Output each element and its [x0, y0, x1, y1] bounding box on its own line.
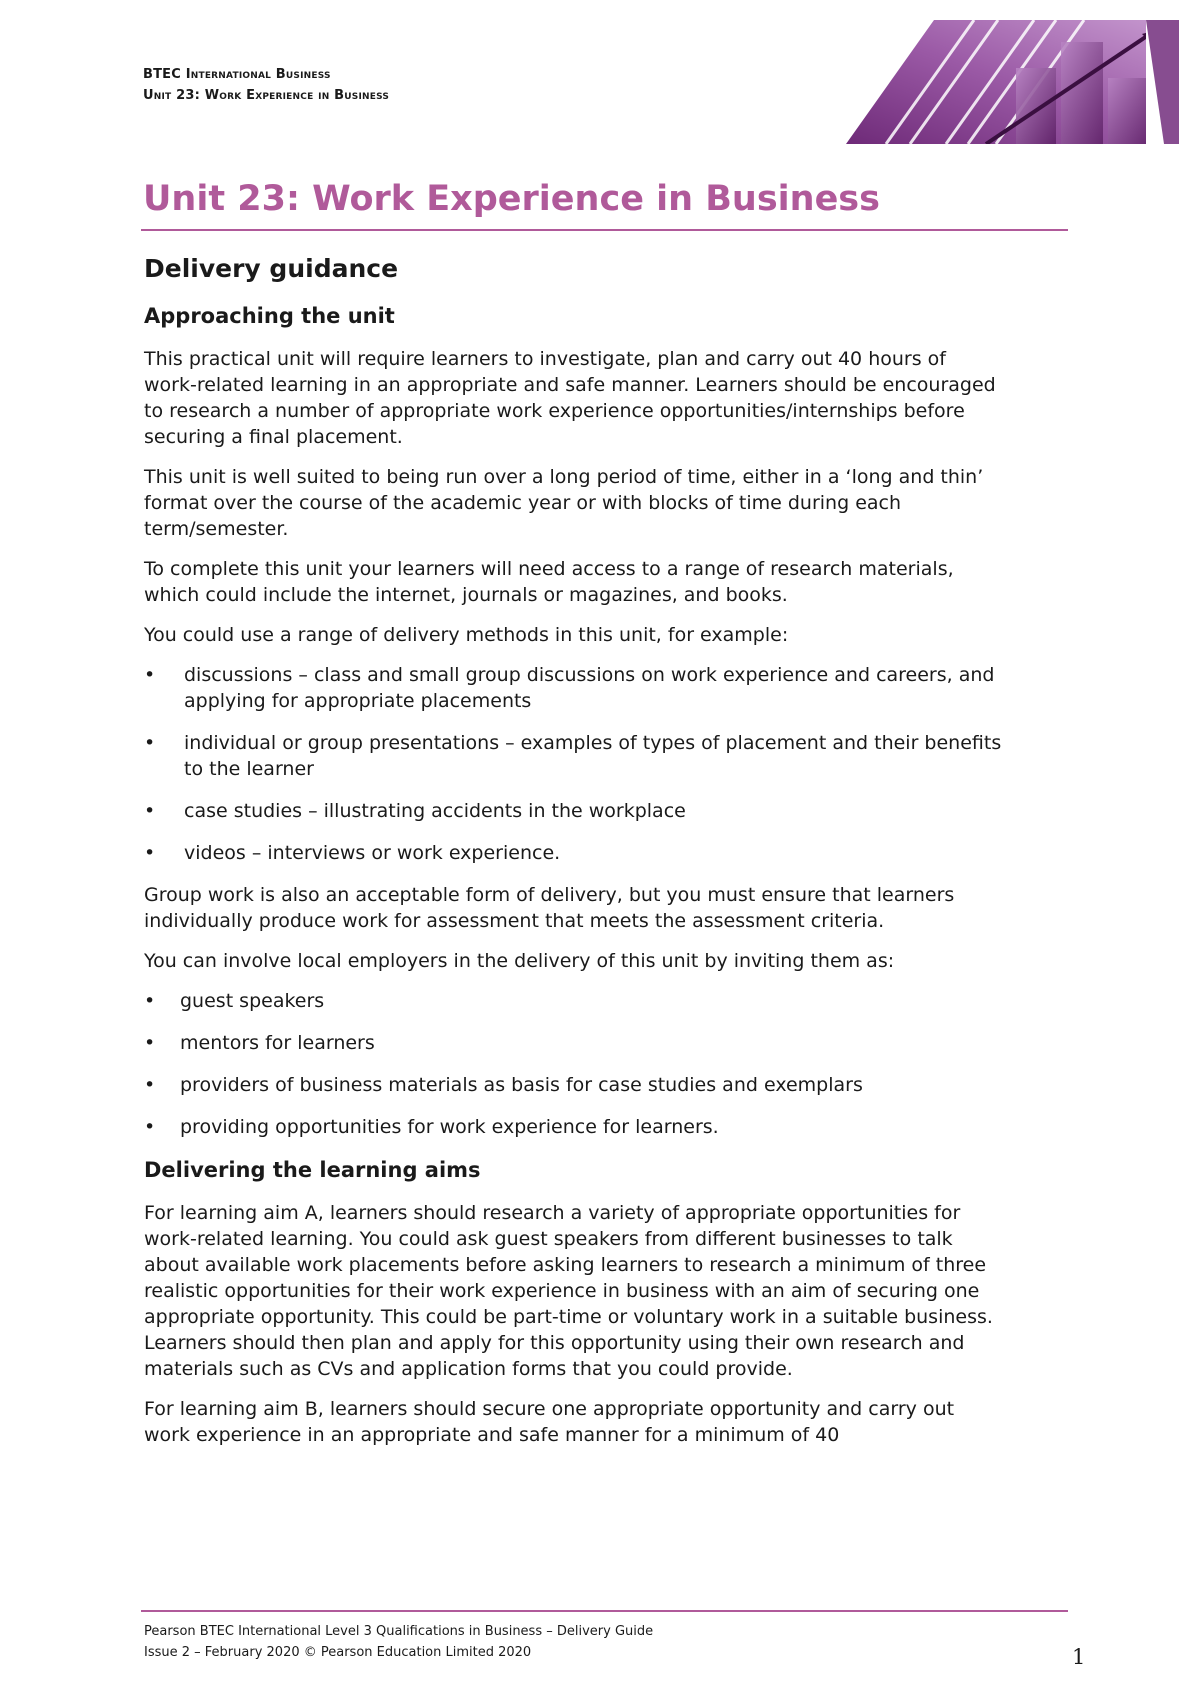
list-item	[144, 840, 1004, 866]
bullet-icon: •	[144, 1116, 156, 1138]
paragraph: This practical unit will require learners to investigate, plan and carry out 40 hours of work-related learning in an appropriate and safe manner. Learners should be encouraged to research a number of appropriate work experience opportunities/internships before securing a final placement.	[144, 348, 996, 448]
list-item-text: videos – interviews or work experience.	[184, 842, 561, 864]
paragraph: You can involve local employers in the delivery of this unit by inviting them as:	[144, 950, 895, 972]
bullet-icon: •	[144, 842, 156, 864]
list-item	[144, 1072, 1004, 1098]
bullet-icon: •	[144, 732, 156, 754]
list-item-text: providing opportunities for work experience for learners.	[180, 1116, 719, 1138]
list-item-text: case studies – illustrating accidents in the workplace	[184, 800, 686, 822]
approaching-unit-heading: Approaching the unit	[144, 304, 395, 328]
bullet-icon: •	[144, 664, 156, 686]
employers-list	[144, 988, 1004, 1140]
paragraph: For learning aim B, learners should secure one appropriate opportunity and carry out work experience in an appropriate and safe manner for a minimum of 40	[144, 1398, 955, 1446]
main-content	[144, 252, 1004, 1462]
header-qualification: BTEC International Business	[143, 67, 331, 82]
page-title: Unit 23: Work Experience in Business	[143, 179, 880, 219]
title-rule	[141, 229, 1068, 231]
list-item	[144, 798, 1004, 824]
paragraph: This unit is well suited to being run over a long period of time, either in a ‘long and thin’ format over the course of the academic year or with blocks of time during each term/semester.	[144, 466, 984, 540]
footer-line-2: Issue 2 – February 2020 © Pearson Education Limited 2020	[144, 1645, 532, 1660]
footer-line-1: Pearson BTEC International Level 3 Qualifications in Business – Delivery Guide	[144, 1624, 654, 1639]
bullet-icon: •	[144, 990, 156, 1012]
list-item-text: discussions – class and small group discussions on work experience and careers, and applying for appropriate placements	[184, 664, 995, 712]
list-item	[144, 730, 1004, 782]
footer-rule	[141, 1610, 1068, 1612]
running-header	[143, 64, 389, 106]
list-item	[144, 662, 1004, 714]
list-item	[144, 1114, 1004, 1140]
bullet-icon: •	[144, 1074, 156, 1096]
header-unit: Unit 23: Work Experience in Business	[143, 88, 390, 103]
footer	[144, 1621, 653, 1663]
paragraph: For learning aim A, learners should research a variety of appropriate opportunities for work-related learning. You could ask guest speakers from different businesses to talk about available work placements before asking learners to research a minimum of three realistic opportunities for their work experience in business with an aim of securing one appropriate opportunity. This could be part-time or voluntary work in a suitable business. Learners should then plan and apply for this opportunity using their own research and materials such as CVs and application forms that you could provide.	[144, 1202, 993, 1380]
paragraph: You could use a range of delivery methods in this unit, for example:	[144, 624, 789, 646]
delivery-guidance-heading: Delivery guidance	[144, 254, 399, 283]
list-item-text: providers of business materials as basis for case studies and exemplars	[180, 1074, 863, 1096]
bullet-icon: •	[144, 1032, 156, 1054]
list-item-text: individual or group presentations – examples of types of placement and their benefits to the learner	[184, 732, 1002, 780]
page-number: 1	[1072, 1645, 1086, 1669]
bullet-icon: •	[144, 800, 156, 822]
list-item-text: mentors for learners	[180, 1032, 375, 1054]
list-item-text: guest speakers	[180, 990, 325, 1012]
learning-aims-heading: Delivering the learning aims	[144, 1158, 481, 1182]
paragraph: Group work is also an acceptable form of delivery, but you must ensure that learners individually produce work for assessment that meets the assessment criteria.	[144, 884, 955, 932]
list-item	[144, 988, 1004, 1014]
header-graphic	[846, 20, 1179, 144]
paragraph: To complete this unit your learners will need access to a range of research materials, which could include the internet, journals or magazines, and books.	[144, 558, 954, 606]
delivery-methods-list	[144, 662, 1004, 866]
list-item	[144, 1030, 1004, 1056]
